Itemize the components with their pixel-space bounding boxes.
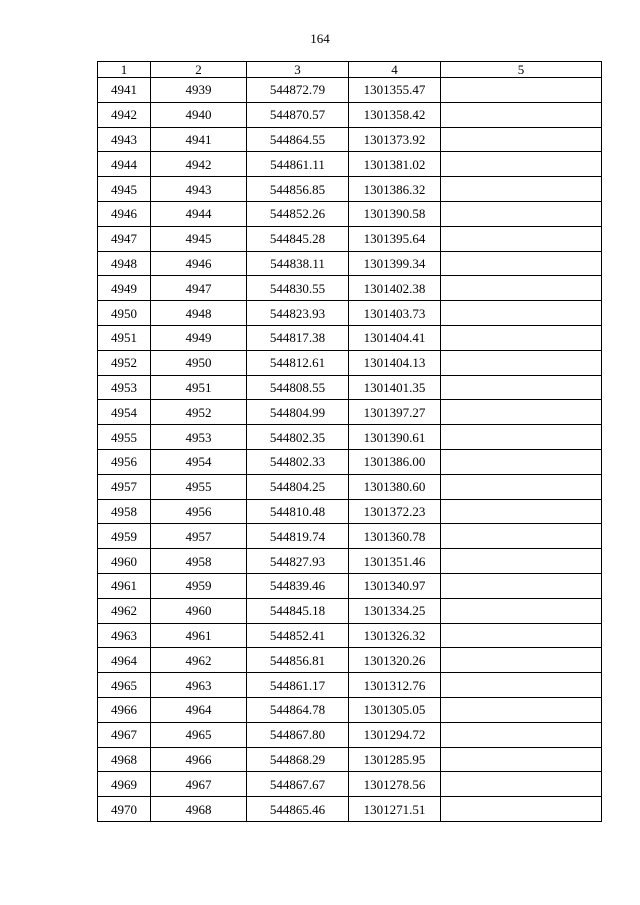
table-cell: 544865.46 [247,797,349,822]
table-cell: 1301320.26 [349,648,441,673]
table-cell: 4940 [151,102,247,127]
table-cell: 4958 [151,549,247,574]
table-row [98,102,602,127]
table-cell [441,648,602,673]
table-cell: 4964 [98,648,151,673]
table-cell: 1301402.38 [349,276,441,301]
table-cell: 4947 [98,226,151,251]
table-cell: 544864.55 [247,127,349,152]
table-cell: 544856.81 [247,648,349,673]
column-header: 4 [349,62,441,78]
table-cell: 1301340.97 [349,573,441,598]
table-cell: 4950 [98,301,151,326]
table-cell [441,276,602,301]
table-cell: 544852.26 [247,201,349,226]
table-cell: 4965 [98,673,151,698]
table-cell [441,524,602,549]
table-cell: 4957 [98,474,151,499]
table-cell: 4955 [151,474,247,499]
column-header: 5 [441,62,602,78]
table-cell: 4949 [151,325,247,350]
table-cell: 1301390.58 [349,201,441,226]
table-cell: 1301326.32 [349,623,441,648]
table-row [98,375,602,400]
table-cell: 4966 [98,697,151,722]
table-cell: 544845.28 [247,226,349,251]
table-cell [441,722,602,747]
table-cell: 544802.33 [247,449,349,474]
table-cell [441,78,602,103]
table-cell: 4956 [151,499,247,524]
table-row [98,772,602,797]
table-row [98,350,602,375]
table-cell: 4960 [151,598,247,623]
table-header-row [98,62,602,78]
table-cell: 1301403.73 [349,301,441,326]
table-cell: 4953 [98,375,151,400]
table-cell [441,177,602,202]
table-cell: 544864.78 [247,697,349,722]
table-cell: 4945 [98,177,151,202]
table-cell: 4968 [98,747,151,772]
table-cell: 1301294.72 [349,722,441,747]
table-cell [441,152,602,177]
table-row [98,524,602,549]
table-cell: 4969 [98,772,151,797]
table-cell [441,375,602,400]
table-cell: 4942 [151,152,247,177]
table-cell: 544861.17 [247,673,349,698]
table-cell [441,102,602,127]
table-cell: 4954 [98,400,151,425]
table-cell: 4957 [151,524,247,549]
table-cell: 1301390.61 [349,425,441,450]
table-cell [441,772,602,797]
table-row [98,78,602,103]
table-cell: 4962 [98,598,151,623]
table-cell: 4958 [98,499,151,524]
table-cell: 4967 [98,722,151,747]
page-number: 164 [310,31,330,46]
table-cell: 1301397.27 [349,400,441,425]
table-cell [441,301,602,326]
table-cell: 4946 [98,201,151,226]
table-cell: 544804.99 [247,400,349,425]
table-cell [441,549,602,574]
table-cell: 4943 [98,127,151,152]
table-cell [441,350,602,375]
table-cell [441,747,602,772]
table-cell: 544870.57 [247,102,349,127]
table-cell: 4948 [151,301,247,326]
table-cell: 4968 [151,797,247,822]
table-cell: 1301312.76 [349,673,441,698]
table-cell: 4967 [151,772,247,797]
table-row [98,251,602,276]
table-row [98,226,602,251]
table-cell: 544867.80 [247,722,349,747]
coordinates-table [97,61,602,822]
table-cell [441,573,602,598]
table-cell: 544802.35 [247,425,349,450]
table-cell: 1301404.13 [349,350,441,375]
table-cell: 4963 [151,673,247,698]
table-row [98,623,602,648]
table-cell: 1301355.47 [349,78,441,103]
table-cell: 1301386.00 [349,449,441,474]
table-cell: 4948 [98,251,151,276]
table-cell [441,598,602,623]
table-cell: 4942 [98,102,151,127]
table-body [98,78,602,822]
table-cell: 4951 [98,325,151,350]
table-cell: 4952 [98,350,151,375]
table-cell [441,400,602,425]
table-cell: 1301381.02 [349,152,441,177]
table-cell: 4943 [151,177,247,202]
table-cell: 4955 [98,425,151,450]
table-row [98,747,602,772]
table-cell: 1301285.95 [349,747,441,772]
table-cell: 4954 [151,449,247,474]
table-cell: 544804.25 [247,474,349,499]
table-cell: 544868.29 [247,747,349,772]
table-cell [441,474,602,499]
table-row [98,177,602,202]
table-cell: 1301271.51 [349,797,441,822]
table-cell [441,697,602,722]
table-cell: 4959 [151,573,247,598]
table-cell [441,499,602,524]
table-row [98,697,602,722]
table-cell [441,226,602,251]
table-cell: 4949 [98,276,151,301]
table-row [98,549,602,574]
table-cell: 544812.61 [247,350,349,375]
table-cell: 1301373.92 [349,127,441,152]
table-cell: 4941 [151,127,247,152]
table-cell [441,127,602,152]
table-row [98,673,602,698]
table-cell: 4964 [151,697,247,722]
table-row [98,276,602,301]
table-cell: 1301305.05 [349,697,441,722]
column-header: 1 [98,62,151,78]
table-row [98,573,602,598]
table-cell: 4962 [151,648,247,673]
table-row [98,325,602,350]
table-row [98,598,602,623]
table-cell: 4961 [151,623,247,648]
table-cell: 544817.38 [247,325,349,350]
table-row [98,648,602,673]
table-cell: 544810.48 [247,499,349,524]
table-cell: 4966 [151,747,247,772]
table-cell: 4944 [98,152,151,177]
table-cell: 4953 [151,425,247,450]
table-row [98,449,602,474]
table-cell: 544808.55 [247,375,349,400]
table-cell [441,251,602,276]
table-cell: 4941 [98,78,151,103]
table-cell: 544856.85 [247,177,349,202]
table-cell: 544845.18 [247,598,349,623]
table-cell: 1301380.60 [349,474,441,499]
table-cell: 4965 [151,722,247,747]
table-cell: 4945 [151,226,247,251]
table-cell: 1301334.25 [349,598,441,623]
table-cell: 1301404.41 [349,325,441,350]
table-cell: 544852.41 [247,623,349,648]
table-cell [441,623,602,648]
table-cell: 4946 [151,251,247,276]
table-cell: 1301386.32 [349,177,441,202]
table-row [98,127,602,152]
table-cell: 544819.74 [247,524,349,549]
table-cell: 4951 [151,375,247,400]
table-cell: 1301278.56 [349,772,441,797]
table-cell: 1301401.35 [349,375,441,400]
table-cell: 4950 [151,350,247,375]
table-cell: 1301399.34 [349,251,441,276]
table-cell: 1301351.46 [349,549,441,574]
table-cell: 4947 [151,276,247,301]
table-cell: 544823.93 [247,301,349,326]
table-row [98,201,602,226]
table-cell: 544867.67 [247,772,349,797]
table-cell: 544861.11 [247,152,349,177]
table-cell [441,325,602,350]
table-cell: 544839.46 [247,573,349,598]
column-header: 3 [247,62,349,78]
table-cell: 4939 [151,78,247,103]
table-cell: 1301395.64 [349,226,441,251]
table-row [98,499,602,524]
column-header: 2 [151,62,247,78]
table-cell: 4970 [98,797,151,822]
table-cell [441,425,602,450]
table-row [98,301,602,326]
table-cell: 1301358.42 [349,102,441,127]
table-cell: 4959 [98,524,151,549]
table-row [98,474,602,499]
table-cell [441,797,602,822]
table-row [98,722,602,747]
table-cell [441,449,602,474]
table-cell: 4960 [98,549,151,574]
table-cell: 4963 [98,623,151,648]
table-cell: 544830.55 [247,276,349,301]
table-row [98,425,602,450]
table-cell [441,673,602,698]
table-cell: 4944 [151,201,247,226]
table-cell: 544838.11 [247,251,349,276]
table-cell: 1301372.23 [349,499,441,524]
table-row [98,152,602,177]
table-cell: 4956 [98,449,151,474]
table-cell: 544872.79 [247,78,349,103]
table-cell: 544827.93 [247,549,349,574]
table-row [98,797,602,822]
table-cell [441,201,602,226]
table-cell: 4952 [151,400,247,425]
table-row [98,400,602,425]
table-cell: 4961 [98,573,151,598]
table-cell: 1301360.78 [349,524,441,549]
